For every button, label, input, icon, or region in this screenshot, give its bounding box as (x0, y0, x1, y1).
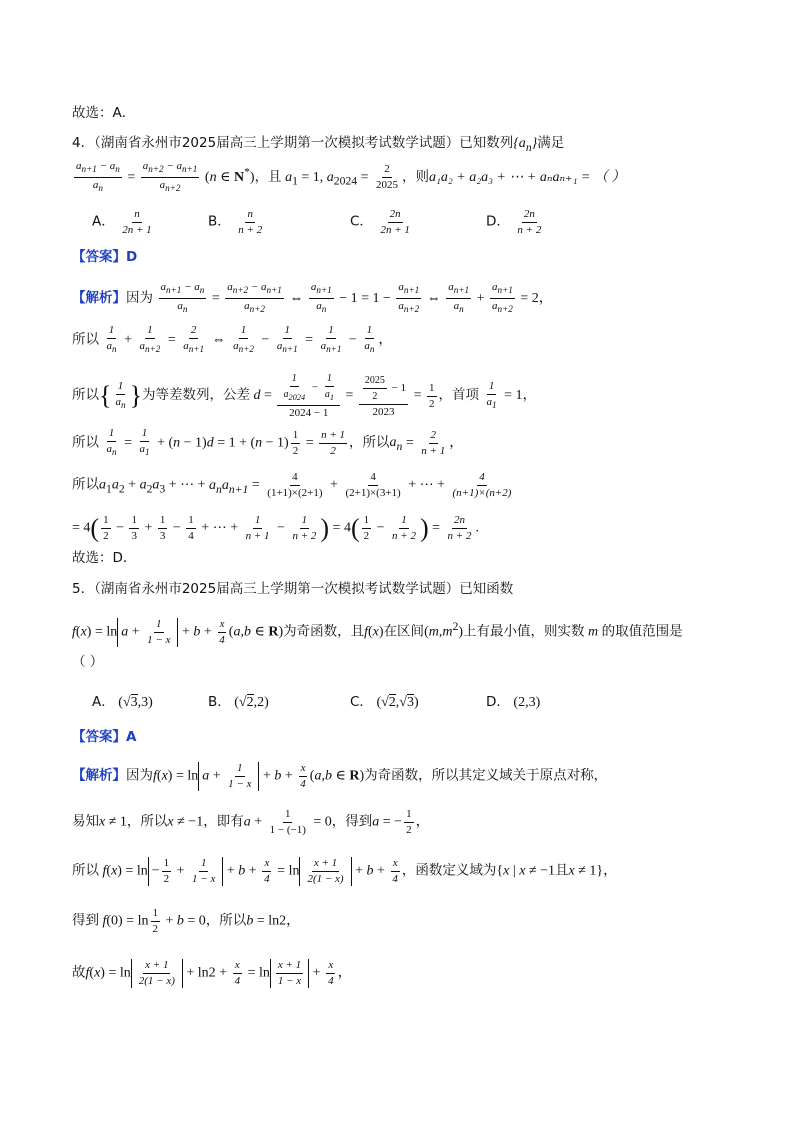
q3-conclusion: 故选：A． (72, 105, 136, 121)
q4-option-b[interactable]: B． $\frac{n}{n + 2}$ (208, 208, 263, 236)
q4-frac-rhs: $\frac{a_{n+2} - a_{n+1}}{a_{n+2}}$ (142, 160, 198, 194)
q4-frac-lhs: $\frac{a_{n+1} - a_n}{a_n}$ (76, 160, 120, 194)
q5-option-a[interactable]: A． (√3,3) (92, 694, 153, 710)
q5-analysis-line1: 【解析】因为f(x) = ln a + $\frac{1}{1 - x}$ + b + $\frac{x}{4}$ (a,b ∈ R)为奇函数，所以其定义域关于原点对称， (72, 762, 608, 790)
q4-option-d[interactable]: D． $\frac{2n}{n + 2}$ (486, 208, 542, 236)
q5-analysis-line3: 所以 f(x) = ln − $\frac{1}{2}$ + $\frac{1}{1 - x}$ + b + $\frac{x}{4}$ = ln $\frac{x + 1}{2(1 - x)}$ + b + $\frac{x}{4}$ ，函数定义域为{x | x ≠ −1且x ≠ 1}， (72, 857, 618, 885)
q4-analysis-line4: 所以 $\frac{1}{a_n}$ = $\frac{1}{a_1}$ + (n − 1)d = 1 + (n − 1) $\frac{1}{2}$ = $\frac{n + 1}{2}$ ，所以$a_n$ = $\frac{2}{n + 1}$ ， (72, 427, 464, 458)
q5-stem-line2: f(x) = ln a + $\frac{1}{1 - x}$ + b + $\frac{x}{4}$ (a,b ∈ R)为奇函数，且f(x)在区间$(m,m^2)$上有最小值，则实数 m 的取值范围是 (72, 617, 683, 646)
q4-analysis-line3: 所以{ $\frac{1}{a_n}$ }为等差数列，公差 d = $\frac{1}{a_{2024}}$ − $\frac{1}{a_1}$ 2024 − 1 = $\frac{2025}{2}$ − 1 2023 = $\frac{1}{2}$ ，首项 $\frac{1}{a_1}$ = 1， (72, 373, 537, 419)
q4-frac-a2024: $\frac{2}{2025}$ (376, 163, 399, 192)
q4-option-a[interactable]: A． $\frac{n}{2n + 1}$ (92, 208, 152, 236)
q4-sequence: $\{a_n\}$ (513, 136, 538, 154)
q4-answer-line (72, 247, 734, 267)
q5-option-d[interactable]: D． (2,3) (486, 694, 541, 710)
q4-sum-expr: a₁a₂ + a₂a₃ + ⋯ + aₙaₙ₊₁ = （ ） (429, 169, 626, 185)
q5-analysis-line2: 易知x ≠ 1，所以x ≠ −1，即有a + $\frac{1}{1 - (-1)}$ = 0，得到a = − $\frac{1}{2}$ ， (72, 808, 430, 836)
q4-analysis-line6: = 4( $\frac{1}{2}$ − $\frac{1}{3}$ + $\frac{1}{3}$ − $\frac{1}{4}$ + ⋯ + $\frac{1}{n + 1}$ − $\frac{1}{n + 2}$ ) = 4( $\frac{1}{2}$ − $\frac{1}{n + 2}$ ) = $\frac{2n}{n + 2}$ . (72, 513, 479, 543)
q4-analysis-line5: 所以$a_1a_2 + a_2a_3$ + ⋯ + $a_na_{n+1}$ = $\frac{4}{(1+1)\times(2+1)}$ + $\frac{4}{(2+1)\times(3+1)}$ + ⋯ + $\frac{4}{(n+1)\times(n+2)}$ (72, 471, 512, 499)
q4-cond-b: ，则 (402, 168, 430, 185)
q4-answer: D (126, 249, 138, 265)
q5-stem-head: 5．（湖南省永州市2025届高三上学期第一次模拟考试数学试题）已知函数 (72, 581, 514, 597)
q4-option-c[interactable]: C． $\frac{2n}{2n + 1}$ (350, 208, 410, 236)
q5-answer-line (72, 727, 734, 747)
q4-cond-text: ，且 (254, 168, 282, 185)
q4-analysis-tag: 【解析】 (72, 289, 126, 306)
q4-analysis-line1: 【解析】因为 $\frac{a_{n+1} - a_n}{a_n}$ = $\frac{a_{n+2} - a_{n+1}}{a_{n+2}}$ ⇔ $\frac{a_{n+1}}{a_n}$ − 1 = 1 − $\frac{a_{n+1}}{a_{n+2}}$ ⇔ $\frac{a_{n+1}}{a_n}$ + $\frac{a_{n+1}}{a_{n+2}}$ = 2， (72, 281, 553, 315)
q4-stem-head: 4．（湖南省永州市2025届高三上学期第一次模拟考试数学试题）已知数列 (72, 135, 514, 151)
q4-stem-line1 (72, 133, 734, 158)
q4-stem-line2: $\frac{a_{n+1} - a_n}{a_n}$ = $\frac{a_{n+2} - a_{n+1}}{a_{n+2}}$ (n ∈ N*)，且 $a_1 = 1$, $a_{2024}$ = $\frac{2}{2025}$ ，则a₁a₂ + a₂a₃ + ⋯ + aₙaₙ₊₁ = （ ） (76, 160, 626, 194)
q5-option-b[interactable]: B． (√2,2) (208, 694, 269, 710)
q4-answer-tag: 【答案】 (72, 249, 126, 265)
q5-answer-tag: 【答案】 (72, 729, 126, 745)
q5-paren: （ ） (72, 654, 104, 670)
q5-analysis-line5: 故f(x) = ln $\frac{x + 1}{2(1 - x)}$ + ln2 + $\frac{x}{4}$ = ln $\frac{x + 1}{1 - x}$ + $\frac{x}{4}$ ， (72, 959, 352, 987)
q5-analysis-line4: 得到 f(0) = ln $\frac{1}{2}$ + b = 0，所以b = ln2， (72, 907, 301, 935)
q5-answer: A (126, 729, 137, 745)
q4-analysis-line2: 所以 $\frac{1}{a_n}$ + $\frac{1}{a_{n+2}}$ = $\frac{2}{a_{n+1}}$ ⇔ $\frac{1}{a_{n+2}}$ − $\frac{1}{a_{n+1}}$ = $\frac{1}{a_{n+1}}$ − $\frac{1}{a_n}$ ， (72, 324, 393, 355)
q4-conclusion: 故选：D． (72, 550, 137, 566)
q4-stem-mid: 满足 (537, 135, 565, 151)
q5-option-c[interactable]: C． (√2,√3) (350, 694, 419, 710)
